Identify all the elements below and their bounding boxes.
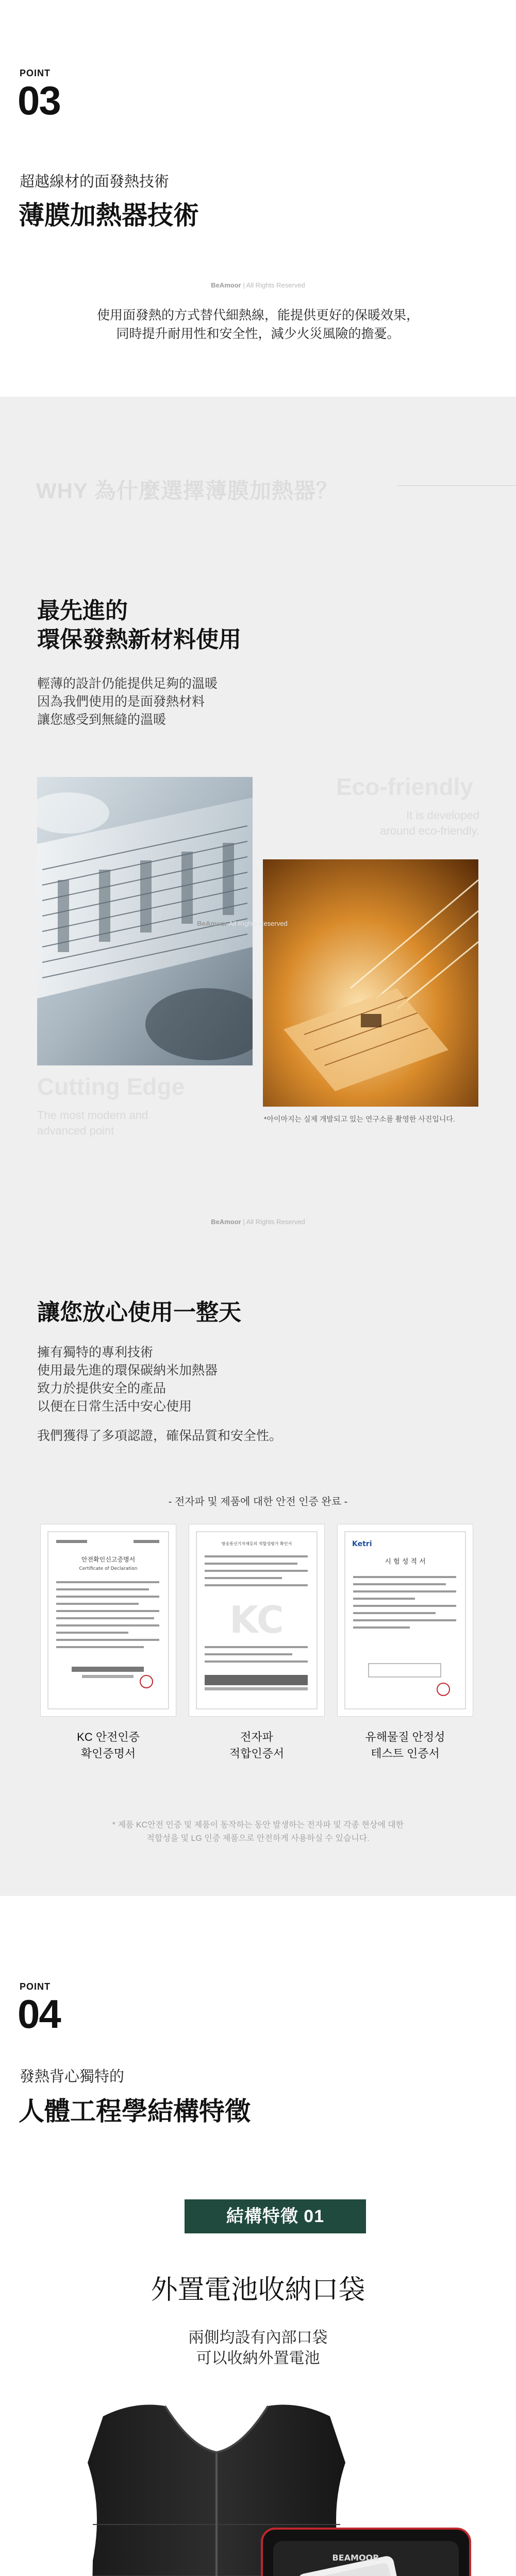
point-number: 03 xyxy=(18,78,60,123)
point04-section xyxy=(0,1896,516,2576)
point03-section xyxy=(0,0,516,397)
cert-footnote xyxy=(0,1819,516,1845)
certification-statement: 我們獲得了多項認證，確保品質和安全性。 xyxy=(37,1429,282,1443)
emc-certificate xyxy=(189,1524,325,1717)
cert-label-line: 확인증명서 xyxy=(80,1747,136,1760)
cert-label-line: 전자파 xyxy=(240,1731,273,1743)
cert-label-kc xyxy=(40,1729,176,1762)
certificate-heading: 안전확인신고증명서 xyxy=(81,1556,136,1563)
vest-image xyxy=(36,2391,479,2576)
cert-label-hazard xyxy=(337,1729,473,1762)
subtitle-line: It is developed xyxy=(406,809,479,822)
divider-line xyxy=(397,485,516,486)
certificate-document xyxy=(41,1524,176,1716)
ketri-logo: Ketri xyxy=(352,1540,372,1548)
certificate-document xyxy=(338,1524,473,1716)
vest-illustration xyxy=(36,2391,479,2576)
image-watermark xyxy=(165,920,320,927)
kc-safety-certificate xyxy=(40,1524,176,1717)
feature-description-line: 可以收納外置電池 xyxy=(196,2350,320,2367)
watermark-brand: BeAmoor xyxy=(197,920,227,927)
paragraph-line: 擁有獨特的專利技術 xyxy=(37,1345,154,1360)
material-title-line: 最先進的 xyxy=(37,598,128,623)
paragraph-line: 因為我們使用的是面發熱材料 xyxy=(37,694,205,709)
paragraph-line: 輕薄的設計仍能提供足夠的溫暖 xyxy=(37,676,218,691)
cert-label-line: 적합인증서 xyxy=(229,1747,285,1760)
watermark-brand: BeAmoor xyxy=(211,281,241,289)
material-title-line: 環保發熱新材料使用 xyxy=(37,627,241,652)
feature-description xyxy=(0,2328,516,2369)
cert-label-line: KC 안전인증 xyxy=(77,1731,140,1743)
point-number: 04 xyxy=(18,1991,60,2037)
eco-friendly-subtitle xyxy=(361,808,479,839)
cutting-edge-title: Cutting Edge xyxy=(37,1073,185,1100)
description-line: 使用面發熱的方式替代細熱線，能提供更好的保暖效果， xyxy=(96,308,419,323)
lab-test-image xyxy=(263,859,478,1107)
certificate-heading: 시 험 성 적 서 xyxy=(385,1558,426,1566)
subtitle-line: The most modern and xyxy=(37,1109,148,1122)
certificate-subtitle: Certificate of Declaration xyxy=(79,1566,138,1571)
paragraph-line: 以便在日常生活中安心使用 xyxy=(37,1399,192,1414)
section-kicker: 超越線材的面發熱技術 xyxy=(20,174,170,190)
feature-description-line: 兩側均設有內部口袋 xyxy=(188,2329,328,2346)
eco-friendly-title: Eco-friendly xyxy=(336,773,473,800)
safety-title: 讓您放心使用一整天 xyxy=(37,1300,241,1325)
paragraph-line: 使用最先進的環保碳納米加熱器 xyxy=(37,1363,218,1378)
kc-mark: KC xyxy=(229,1598,284,1641)
watermark-text: All Rights Reserved xyxy=(246,1218,305,1226)
point-label: POINT xyxy=(20,1981,51,1992)
watermark-brand: BeAmoor xyxy=(211,1218,241,1226)
feature-badge: 結構特徵 01 xyxy=(185,2199,366,2233)
hazard-test-certificate xyxy=(337,1524,473,1717)
cert-label-line: 테스트 인증서 xyxy=(371,1747,440,1760)
description-line: 同時提升耐用性和安全性，減少火災風險的擔憂。 xyxy=(116,327,400,341)
section-title: 人體工程學結構特徵 xyxy=(19,2097,251,2126)
cutting-edge-subtitle xyxy=(37,1108,148,1139)
watermark: BeAmoor | All Rights Reserved xyxy=(211,1218,305,1226)
cert-caption: - 전자파 및 제품에 대한 안전 인증 완료 - xyxy=(168,1496,348,1507)
battery-brand-label: BEAMOOR xyxy=(332,2553,379,2563)
lab-test-photo xyxy=(263,859,478,1107)
cert-label-line: 유해물질 안정성 xyxy=(365,1731,445,1743)
section-kicker: 發熱背心獨特的 xyxy=(20,2069,125,2085)
certificate-document xyxy=(189,1524,324,1716)
watermark: BeAmoor | All Rights Reserved xyxy=(211,281,305,289)
subtitle-line: advanced point xyxy=(37,1124,114,1137)
footnote-line: 적합성을 및 LG 인증 제품으로 안전하게 사용하실 수 있습니다. xyxy=(146,1834,370,1843)
certificate-subtitle: 방송통신기자재등의 적합성평가 확인서 xyxy=(221,1541,292,1546)
why-section xyxy=(0,397,516,1896)
safety-paragraph xyxy=(37,1344,218,1416)
why-heading: WHY 為什麼選擇薄膜加熱器？ xyxy=(36,479,338,503)
section-description xyxy=(0,306,516,343)
watermark-text: All Rights Reserved xyxy=(228,920,288,927)
footnote-line: * 제품 KC안전 인증 및 제품이 동작하는 동안 발생하는 전자파 및 각종 현상에 대한 xyxy=(112,1821,404,1829)
paragraph-line: 致力於提供安全的產品 xyxy=(37,1381,167,1396)
paragraph-line: 讓您感受到無縫的溫暖 xyxy=(37,713,167,727)
point-label: POINT xyxy=(20,68,51,78)
watermark-text: All Rights Reserved xyxy=(246,281,305,289)
subtitle-line: around eco-friendly. xyxy=(380,824,479,837)
section-title: 薄膜加熱器技術 xyxy=(19,201,199,230)
material-paragraph xyxy=(37,675,218,729)
feature-title: 外置電池收納口袋 xyxy=(151,2275,365,2305)
photo-note: *아이마지는 실제 개발되고 있는 연구소를 촬영한 사진입니다. xyxy=(264,1115,455,1123)
cert-label-emc xyxy=(189,1729,325,1762)
material-title xyxy=(37,597,241,654)
